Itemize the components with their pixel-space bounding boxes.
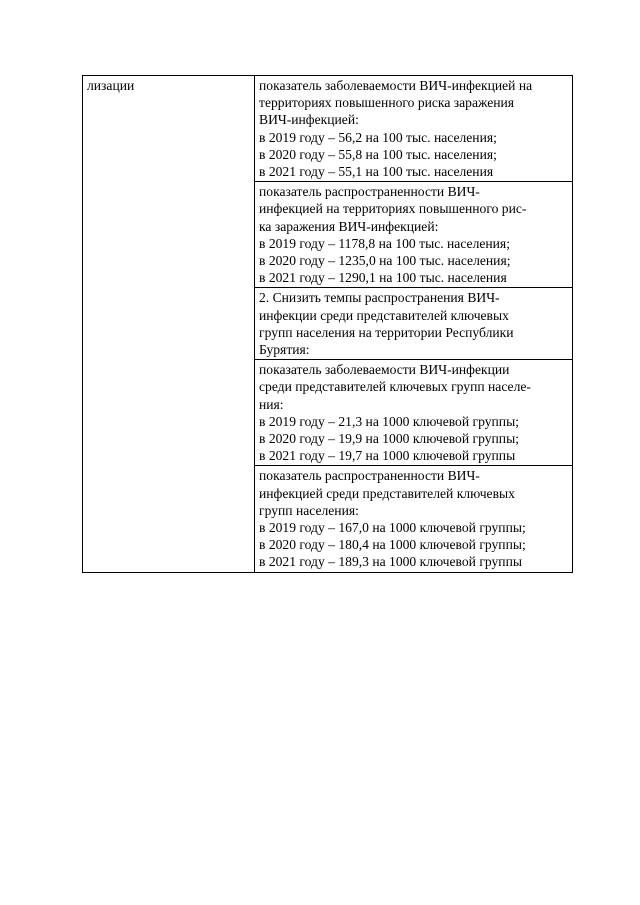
cell-line: в 2019 году – 56,2 на 100 тыс. населения; <box>259 129 497 145</box>
cell-line: в 2021 году – 55,1 на 100 тыс. населения <box>259 164 494 180</box>
cell-line: в 2021 году – 19,7 на 1000 ключевой группы <box>259 448 516 464</box>
indicator-cell-2 <box>255 182 573 288</box>
cell-line: ка заражения ВИЧ-инфекцией: <box>259 218 439 234</box>
cell-line: в 2020 году – 180,4 на 1000 ключевой группы; <box>259 537 526 553</box>
cell-line: среди представителей ключевых групп населе- <box>259 379 531 395</box>
cell-line: в 2020 году – 55,8 на 100 тыс. населения; <box>259 146 497 162</box>
objective-cell <box>255 288 573 360</box>
cell-line: в 2020 году – 1235,0 на 100 тыс. населения; <box>259 253 511 269</box>
cell-line: территориях повышенного риска заражения <box>259 95 515 111</box>
cell-line: 2. Снизить темпы распространения ВИЧ- <box>259 290 500 306</box>
indicator-cell-1 <box>255 76 573 182</box>
left-column-text: лизации <box>87 78 135 93</box>
cell-line: ния: <box>259 396 284 412</box>
cell-line: в 2021 году – 189,3 на 1000 ключевой группы <box>259 554 522 570</box>
cell-line: показатель распространенности ВИЧ- <box>259 468 480 484</box>
cell-line: показатель заболеваемости ВИЧ-инфекции <box>259 362 510 378</box>
indicators-table <box>82 75 573 573</box>
cell-line: в 2019 году – 1178,8 на 100 тыс. населения; <box>259 235 510 251</box>
table-row <box>83 76 573 182</box>
cell-line: инфекцией среди представителей ключевых <box>259 485 515 501</box>
cell-line: показатель распространенности ВИЧ- <box>259 184 480 200</box>
cell-line: инфекцией на территориях повышенного рис- <box>259 201 527 217</box>
cell-line: показатель заболеваемости ВИЧ-инфекцией на <box>259 78 533 93</box>
indicator-cell-3 <box>255 360 573 466</box>
cell-line: групп населения на территории Республики <box>259 324 514 340</box>
cell-line: инфекции среди представителей ключевых <box>259 307 509 323</box>
cell-line: в 2021 году – 1290,1 на 100 тыс. населения <box>259 270 507 286</box>
cell-line: групп населения: <box>259 502 359 518</box>
indicator-cell-4 <box>255 466 573 572</box>
cell-line: в 2019 году – 21,3 на 1000 ключевой группы; <box>259 413 519 429</box>
cell-line: в 2019 году – 167,0 на 1000 ключевой группы; <box>259 520 526 536</box>
cell-line: Бурятия: <box>259 342 310 358</box>
left-column-cell <box>83 76 255 573</box>
cell-line: ВИЧ-инфекцией: <box>259 112 359 128</box>
cell-line: в 2020 году – 19,9 на 1000 ключевой группы; <box>259 431 519 447</box>
